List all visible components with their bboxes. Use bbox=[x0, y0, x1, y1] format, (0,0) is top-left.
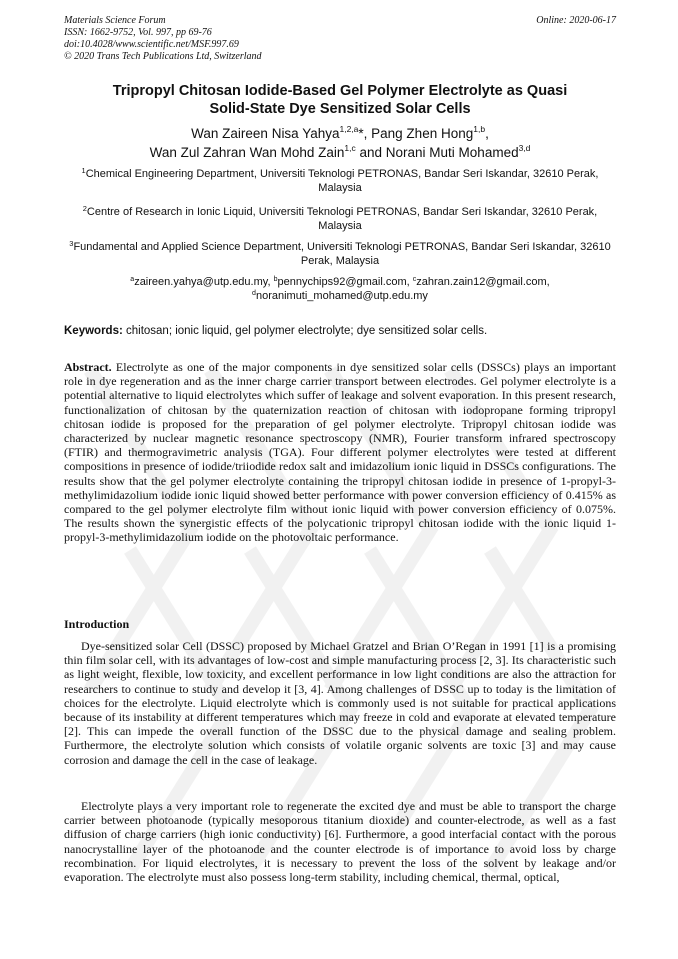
journal-header bbox=[64, 15, 616, 63]
paper-title bbox=[64, 82, 616, 118]
affiliation-2 bbox=[64, 205, 616, 233]
journal-doi[interactable]: doi:10.4028/www.scientific.net/MSF.997.69 bbox=[64, 39, 239, 50]
paper-title-line-2: Solid-State Dye Sensitized Solar Cells bbox=[209, 101, 471, 117]
author-separator: , bbox=[485, 126, 489, 141]
abstract-text: Electrolyte as one of the major components in dye sensitized solar cells (DSSCs) plays an important role in dye regeneration and as the inner charge carrier transport between electrodes. Gel polymer electrolyte is a potential alternative to liquid electrolytes which suffer of leakage and solvent evaporation. In this present research, functionalization of chitosan by the quaternization reaction of chitosan with iodopropane forming tripropyl chitosan iodide is proposed for the preparation of gel polymer electrolyte. Tripropyl chitosan iodide was characterized by nuclear magnetic resonance spectroscopy (NMR), Fourier transform infrared spectroscopy (FTIR) and thermogravimetric analysis (TGA). Four different polymer electrolytes were tested at different compositions in presence of iodide/triiodide redox salt and imidazolium ionic liquid in DSSCs configurations. The results show that the gel polymer electrolyte containing the tripropyl chitosan iodide in presence of 1-propyl-3-methylimidazolium iodide ionic liquid showed better performance with power conversion efficiency of 0.415% as compared to the gel polymer electrolyte film without ionic liquid with power conversion efficiency of 0.075%. The results shown the synergistic effects of the polycationic tripropyl chitosan iodide with the ionic liquid 1-propyl-3-methylimidazolium iodide on the photovoltaic performance. bbox=[64, 360, 616, 545]
author-separator: and bbox=[355, 145, 386, 160]
email-marker: d bbox=[252, 290, 256, 297]
author-name: Norani Muti Mohamed bbox=[385, 145, 519, 160]
author-emails bbox=[64, 275, 616, 303]
email-address[interactable]: zahran.zain12@gmail.com, bbox=[416, 276, 550, 288]
keywords-text: chitosan; ionic liquid, gel polymer electrolyte; dye sensitized solar cells. bbox=[122, 325, 488, 337]
affiliation-text: Chemical Engineering Department, Universiti Teknologi PETRONAS, Bandar Seri Iskandar, 32610 Perak, Malaysia bbox=[85, 168, 599, 194]
author-list bbox=[64, 124, 616, 162]
affiliation-3 bbox=[64, 240, 616, 268]
introduction-paragraph-2: Electrolyte plays a very important role to regenerate the excited dye and must be able to transport the charge carrier between photoanode (typically mesoporous titanium dioxide) and counter-electrode, as well as a fast diffusion of charge carriers (high ionic conductivity) [6]. Furthermore, a good interfacial contact with the porous nanocrystalline layer of the photoanode and the counter electrode is of importance to avoid loss by charge recombination. For liquid electrolytes, it is necessary to prevent the loss of the solvent by leakage and/or evaporation. The electrolyte must also possess long-term stability, including chemical, thermal, optical, bbox=[64, 799, 616, 885]
journal-name: Materials Science Forum bbox=[64, 15, 166, 26]
email-address[interactable]: pennychips92@gmail.com, bbox=[277, 276, 413, 288]
affiliation-text: Fundamental and Applied Science Department, Universiti Teknologi PETRONAS, Bandar Seri Iskandar, 32610 Perak, Malaysia bbox=[73, 241, 611, 267]
introduction-paragraph-1: Dye-sensitized solar Cell (DSSC) proposed by Michael Gratzel and Brian O’Regan in 1991 [1] is a promising thin film solar cell, with its advantages of low-cost and simple manufacturing process [2, 3]. Its characteristic such as light weight, flexible, low toxicity, and excellent performance in low light conditions are also the attraction for researchers to continue to study and develop it [3, 4]. Among challenges of DSSC up to today is the limitation of choices for the electrolyte. Liquid electrolyte which is commonly used is not suitable for practical applications because of its instability at different temperatures which may freeze in cold and evaporate at elevated temperature [2]. This can impede the overall function of the DSSC due to the physical damage and sealing problem. Furthermore, the electrolyte solution which consists of volatile organic solvents are toxic [3] and may cause corrosion and damage the cell in the case of leakage. bbox=[64, 639, 616, 767]
abstract bbox=[64, 360, 616, 545]
author-line-2 bbox=[64, 143, 616, 162]
email-address[interactable]: zaireen.yahya@utp.edu.my, bbox=[134, 276, 274, 288]
author-affiliation-marker: 1,b bbox=[473, 124, 486, 134]
author-name: Wan Zul Zahran Wan Mohd Zain bbox=[149, 145, 345, 160]
email-address[interactable]: noranimuti_mohamed@utp.edu.my bbox=[255, 290, 428, 302]
keywords-label: Keywords: bbox=[64, 325, 123, 337]
author-affiliation-marker: 3,d bbox=[518, 143, 531, 153]
affiliation-text: Centre of Research in Ionic Liquid, Universiti Teknologi PETRONAS, Bandar Seri Iskandar, 32610 Perak, Malaysia bbox=[86, 206, 598, 232]
online-date: Online: 2020-06-17 bbox=[536, 15, 616, 26]
email-line-1 bbox=[64, 275, 616, 289]
email-line-2 bbox=[64, 289, 616, 303]
affiliation-marker: 3 bbox=[69, 239, 74, 248]
paper-title-line-1: Tripropyl Chitosan Iodide-Based Gel Polymer Electrolyte as Quasi bbox=[112, 83, 568, 99]
author-line-1 bbox=[64, 124, 616, 143]
section-heading-introduction: Introduction bbox=[64, 617, 130, 631]
abstract-label: Abstract. bbox=[64, 360, 112, 374]
affiliation-marker: 2 bbox=[82, 204, 87, 213]
author-affiliation-marker: 1,c bbox=[344, 143, 356, 153]
email-marker: c bbox=[412, 276, 417, 283]
email-marker: b bbox=[273, 276, 278, 283]
keywords bbox=[64, 324, 616, 338]
affiliation-1 bbox=[64, 167, 616, 195]
author-name: Wan Zaireen Nisa Yahya bbox=[191, 126, 340, 141]
affiliation-marker: 1 bbox=[81, 166, 86, 175]
author-name: Pang Zhen Hong bbox=[371, 126, 474, 141]
journal-copyright: © 2020 Trans Tech Publications Ltd, Switzerland bbox=[64, 51, 262, 62]
journal-issn: ISSN: 1662-9752, Vol. 997, pp 69-76 bbox=[64, 27, 212, 38]
author-separator: *, bbox=[358, 126, 372, 141]
email-marker: a bbox=[130, 276, 135, 283]
author-affiliation-marker: 1,2,a bbox=[339, 124, 359, 134]
